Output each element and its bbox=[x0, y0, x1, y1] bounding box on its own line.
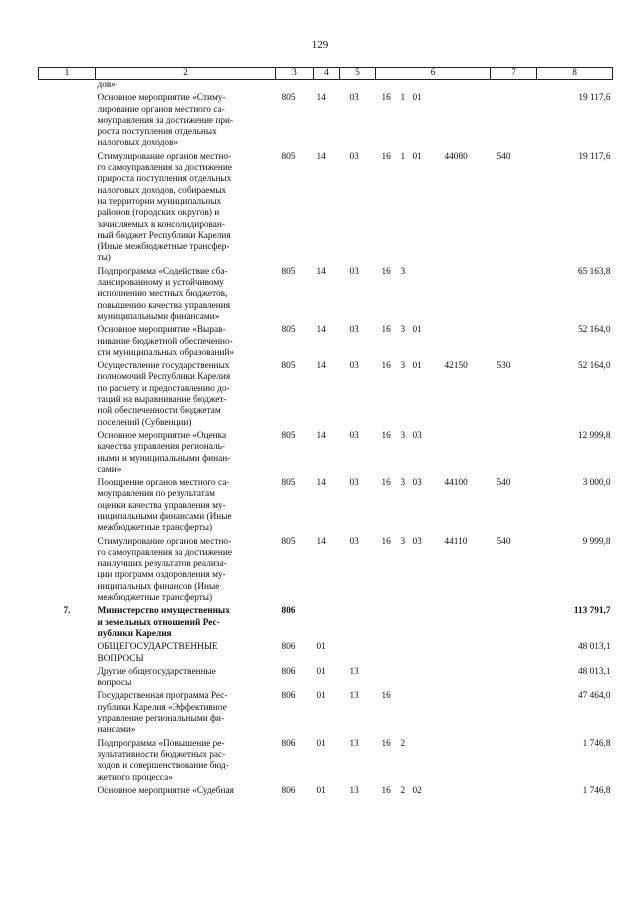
expense-type-code bbox=[491, 739, 537, 786]
subprogram-code bbox=[399, 642, 413, 667]
subsection-code: 03 bbox=[349, 361, 359, 372]
row-name: Осуществление государственных полномочий Республики Карелия по расчету и предоставлению до- таций на выравнивание бюджет- ной обеспеченности бюджетам поселений (Субвенции) bbox=[97, 361, 231, 428]
amount: 113 791,7 bbox=[573, 606, 611, 617]
ministry-code: 805 bbox=[281, 325, 296, 336]
table-row bbox=[39, 537, 613, 607]
subsection-code: 03 bbox=[349, 151, 359, 162]
row-name: Основное мероприятие «Судебная bbox=[97, 785, 234, 796]
ministry-code: 805 bbox=[281, 536, 296, 547]
table-body bbox=[39, 80, 613, 800]
program-code: 16 bbox=[381, 785, 391, 796]
direction-code bbox=[445, 93, 491, 151]
amount: 19 117,6 bbox=[578, 151, 611, 162]
row-name: дов» bbox=[97, 80, 116, 90]
direction-code bbox=[445, 667, 491, 692]
row-name: Стимулирование органов местно- го самоуправления за достижение наилучших результатов реализа- ции программ оздоровления му- ниципальных финансов (Иные межбюджетные трансферты) bbox=[97, 536, 232, 604]
header-cell: 8 bbox=[537, 68, 613, 80]
activity-code: 03 bbox=[412, 430, 422, 441]
program-code: 16 bbox=[381, 691, 391, 702]
table-row bbox=[39, 325, 613, 361]
budget-table bbox=[38, 67, 613, 799]
subprogram-code: 3 bbox=[400, 478, 406, 489]
direction-code: 44080 bbox=[444, 151, 468, 162]
program-code: 16 bbox=[381, 325, 391, 336]
section-code: 14 bbox=[316, 266, 326, 277]
row-name: ОБЩЕГОСУДАРСТВЕННЫЕ ВОПРОСЫ bbox=[97, 642, 218, 664]
row-name: Другие общегосударственные вопросы bbox=[97, 666, 216, 689]
row-name: Основное мероприятие «Оценка качества управления региональ- ными и муниципальными финан- сами» bbox=[97, 430, 231, 475]
activity-code: 01 bbox=[412, 151, 422, 162]
subprogram-code bbox=[399, 691, 413, 738]
activity-code bbox=[413, 267, 445, 325]
activity-code: 03 bbox=[412, 478, 422, 489]
expense-type-code bbox=[491, 93, 537, 151]
amount: 1 746,8 bbox=[582, 785, 611, 796]
program-code: 16 bbox=[381, 266, 391, 277]
program-code bbox=[376, 642, 399, 667]
direction-code bbox=[445, 606, 491, 642]
row-number: 7. bbox=[63, 606, 71, 617]
subprogram-code bbox=[399, 606, 413, 642]
direction-code bbox=[445, 80, 491, 94]
expense-type-code: 540 bbox=[496, 536, 511, 547]
expense-type-code: 540 bbox=[496, 151, 511, 162]
section-code bbox=[314, 606, 340, 642]
ministry-code: 806 bbox=[281, 642, 296, 653]
table-row bbox=[39, 152, 613, 267]
amount: 9 999,8 bbox=[582, 536, 611, 547]
program-code: 16 bbox=[381, 478, 391, 489]
section-code: 14 bbox=[316, 478, 326, 489]
program-code bbox=[376, 606, 399, 642]
amount: 65 163,8 bbox=[577, 266, 611, 277]
subsection-code: 03 bbox=[349, 266, 359, 277]
activity-code: 03 bbox=[412, 536, 422, 547]
ministry-code: 805 bbox=[281, 151, 296, 162]
header-cell: 2 bbox=[96, 68, 276, 80]
section-code: 14 bbox=[316, 536, 326, 547]
row-number bbox=[39, 80, 96, 94]
row-name: Государственная программа Рес- публики Карелия «Эффективное управление региональными фи- нансами» bbox=[97, 691, 228, 736]
table-row bbox=[39, 267, 613, 325]
section-code: 14 bbox=[316, 93, 326, 104]
row-number bbox=[39, 739, 96, 786]
expense-type-code bbox=[491, 642, 537, 667]
section-code: 01 bbox=[316, 642, 326, 653]
ministry-code bbox=[276, 80, 314, 94]
amount: 52 164,0 bbox=[577, 325, 611, 336]
section-code: 14 bbox=[316, 151, 326, 162]
amount: 52 164,0 bbox=[577, 361, 611, 372]
amount: 19 117,6 bbox=[578, 93, 611, 104]
amount: 1 746,8 bbox=[582, 738, 611, 749]
row-number bbox=[39, 478, 96, 536]
row-name: Подпрограмма «Содействие сба- лансированному и устойчивому исполнению местных бюджетов, повышению качества управления муниципальными финансами» bbox=[97, 266, 230, 322]
table-row bbox=[39, 642, 613, 667]
row-number bbox=[39, 361, 96, 431]
activity-code bbox=[413, 667, 445, 692]
header-cell: 6 bbox=[376, 68, 491, 80]
activity-code: 01 bbox=[412, 361, 422, 372]
subprogram-code: 3 bbox=[400, 266, 406, 277]
table-row bbox=[39, 93, 613, 151]
subprogram-code: 3 bbox=[400, 325, 406, 336]
activity-code bbox=[413, 739, 445, 786]
amount bbox=[537, 80, 613, 94]
ministry-code: 806 bbox=[281, 691, 296, 702]
direction-code: 44110 bbox=[444, 536, 468, 547]
table-row bbox=[39, 691, 613, 738]
table-row bbox=[39, 786, 613, 799]
ministry-code: 805 bbox=[281, 361, 296, 372]
row-name: Основное мероприятие «Стиму- лирование органов местного са- моуправления за достижение при- роста поступления отдельных налоговых доходов» bbox=[97, 93, 234, 149]
section-code: 01 bbox=[316, 738, 326, 749]
expense-type-code bbox=[491, 80, 537, 94]
subsection-code bbox=[340, 606, 376, 642]
subsection-code: 03 bbox=[349, 536, 359, 547]
program-code: 16 bbox=[381, 361, 391, 372]
activity-code bbox=[413, 606, 445, 642]
expense-type-code bbox=[491, 606, 537, 642]
direction-code bbox=[445, 691, 491, 738]
row-number bbox=[39, 152, 96, 267]
program-code bbox=[376, 80, 399, 94]
direction-code bbox=[445, 431, 491, 478]
activity-code: 02 bbox=[412, 785, 422, 796]
header-cell: 3 bbox=[276, 68, 314, 80]
expense-type-code: 540 bbox=[496, 478, 511, 489]
table-row bbox=[39, 667, 613, 692]
section-code: 01 bbox=[316, 666, 326, 677]
ministry-code: 806 bbox=[281, 666, 296, 677]
activity-code: 01 bbox=[412, 325, 422, 336]
subsection-code bbox=[340, 642, 376, 667]
table-row bbox=[39, 739, 613, 786]
direction-code: 44100 bbox=[444, 478, 468, 489]
row-number bbox=[39, 667, 96, 692]
program-code bbox=[376, 667, 399, 692]
header-cell: 5 bbox=[340, 68, 376, 80]
row-name: Поощрение органов местного са- моуправления по результатам оценки качества управления му- ниципальными финансами (Иные межбюджетные трансферты) bbox=[97, 478, 232, 534]
subprogram-code: 1 bbox=[400, 93, 406, 104]
section-code: 01 bbox=[316, 691, 326, 702]
expense-type-code bbox=[491, 267, 537, 325]
row-name: Основное мероприятие «Вырав- нивание бюджетной обеспеченно- сти муниципальных образований» bbox=[97, 325, 235, 358]
section-code bbox=[314, 80, 340, 94]
section-code: 01 bbox=[316, 785, 326, 796]
activity-code: 01 bbox=[412, 93, 422, 104]
program-code: 16 bbox=[381, 430, 391, 441]
program-code: 16 bbox=[381, 738, 391, 749]
subprogram-code: 2 bbox=[400, 738, 406, 749]
subsection-code: 13 bbox=[349, 691, 359, 702]
subsection-code bbox=[340, 80, 376, 94]
direction-code bbox=[445, 642, 491, 667]
ministry-code: 805 bbox=[281, 430, 296, 441]
ministry-code: 806 bbox=[281, 738, 296, 749]
subsection-code: 13 bbox=[349, 666, 359, 677]
table-row bbox=[39, 431, 613, 478]
ministry-code: 805 bbox=[281, 93, 296, 104]
subsection-code: 13 bbox=[349, 785, 359, 796]
table-row bbox=[39, 80, 613, 94]
section-code: 14 bbox=[316, 325, 326, 336]
amount: 3 000,0 bbox=[582, 478, 611, 489]
direction-code bbox=[445, 786, 491, 799]
subprogram-code: 1 bbox=[400, 151, 406, 162]
direction-code bbox=[445, 325, 491, 361]
subprogram-code: 3 bbox=[400, 430, 406, 441]
program-code: 16 bbox=[381, 151, 391, 162]
subprogram-code: 3 bbox=[400, 361, 406, 372]
program-code: 16 bbox=[381, 93, 391, 104]
activity-code bbox=[413, 691, 445, 738]
expense-type-code bbox=[491, 325, 537, 361]
row-number bbox=[39, 691, 96, 738]
row-number bbox=[39, 325, 96, 361]
program-code: 16 bbox=[381, 536, 391, 547]
table-row bbox=[39, 478, 613, 536]
ministry-code: 805 bbox=[281, 478, 296, 489]
row-number bbox=[39, 93, 96, 151]
direction-code bbox=[445, 267, 491, 325]
amount: 48 013,1 bbox=[577, 642, 611, 653]
subprogram-code: 3 bbox=[400, 536, 406, 547]
header-row bbox=[39, 68, 613, 80]
ministry-code: 806 bbox=[281, 785, 296, 796]
row-number bbox=[39, 267, 96, 325]
header-cell: 7 bbox=[491, 68, 537, 80]
subprogram-code bbox=[399, 667, 413, 692]
direction-code bbox=[445, 739, 491, 786]
subsection-code: 03 bbox=[349, 93, 359, 104]
amount: 47 464,0 bbox=[577, 691, 611, 702]
table-row bbox=[39, 361, 613, 431]
expense-type-code bbox=[491, 786, 537, 799]
table-row bbox=[39, 606, 613, 642]
subsection-code: 03 bbox=[349, 478, 359, 489]
section-code: 14 bbox=[316, 430, 326, 441]
expense-type-code: 530 bbox=[496, 361, 511, 372]
expense-type-code bbox=[491, 431, 537, 478]
row-name: Министерство имущественных и земельных отношений Рес- публики Карелия bbox=[97, 606, 230, 639]
expense-type-code bbox=[491, 667, 537, 692]
row-number bbox=[39, 431, 96, 478]
subsection-code: 13 bbox=[349, 738, 359, 749]
header-cell: 4 bbox=[314, 68, 340, 80]
section-code: 14 bbox=[316, 361, 326, 372]
subsection-code: 03 bbox=[349, 325, 359, 336]
direction-code: 42150 bbox=[444, 361, 468, 372]
row-name: Подпрограмма «Повышение ре- зультативности бюджетных рас- ходов и совершенствование бюд- жетного процесса» bbox=[97, 738, 229, 783]
row-name: Стимулирование органов местно- го самоуправления за достижение прироста поступления отдельных налоговых доходов, собираемых на территории муниципальных районов (городских округов) и зачисляемых в консолидирован- ный бюджет Республики Карелия (Иные межбюджетные трансфер- ты) bbox=[97, 151, 232, 264]
subprogram-code bbox=[399, 80, 413, 94]
row-number bbox=[39, 786, 96, 799]
amount: 48 013,1 bbox=[577, 666, 611, 677]
subsection-code: 03 bbox=[349, 430, 359, 441]
row-number bbox=[39, 537, 96, 607]
activity-code bbox=[413, 80, 445, 94]
amount: 12 999,8 bbox=[577, 430, 611, 441]
subprogram-code: 2 bbox=[400, 785, 406, 796]
expense-type-code bbox=[491, 691, 537, 738]
header-cell: 1 bbox=[39, 68, 96, 80]
ministry-code: 805 bbox=[281, 266, 296, 277]
row-number bbox=[39, 642, 96, 667]
page-number: 129 bbox=[311, 39, 329, 51]
ministry-code: 806 bbox=[281, 606, 296, 617]
activity-code bbox=[413, 642, 445, 667]
